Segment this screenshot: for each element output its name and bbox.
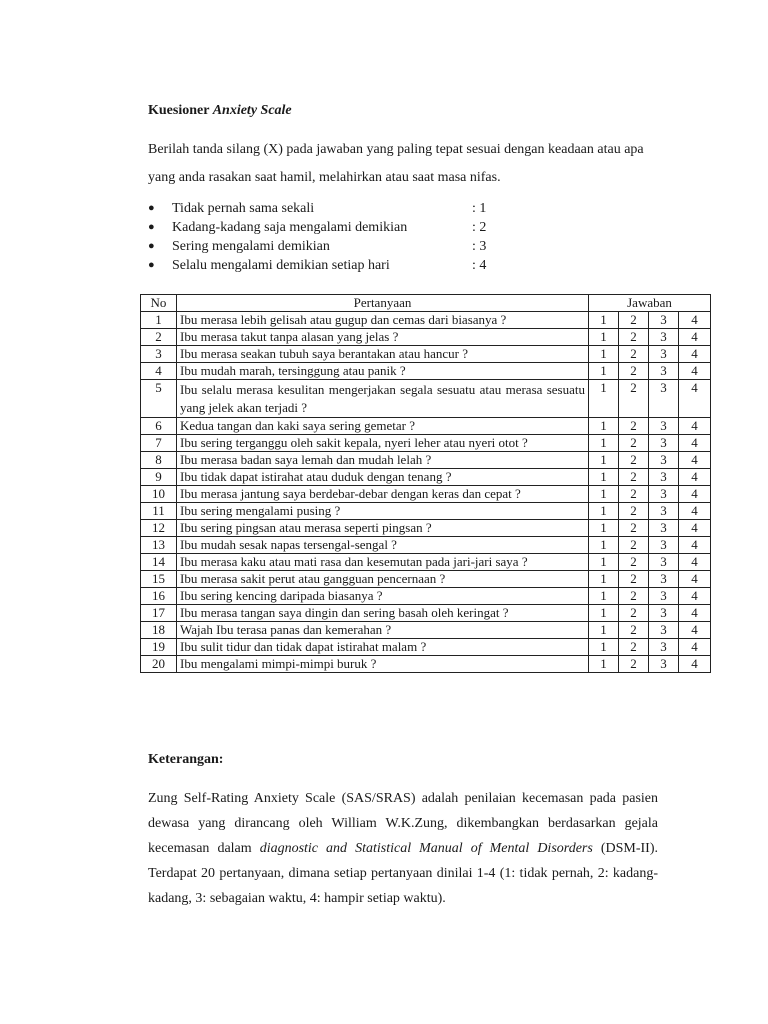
table-row [141, 622, 711, 639]
questionnaire-table [140, 294, 711, 673]
scale-value: : 4 [472, 258, 487, 273]
table-row [141, 469, 711, 486]
question-text: Ibu merasa badan saya lemah dan mudah lelah ? [177, 452, 589, 469]
answer-option-4[interactable]: 4 [679, 380, 711, 418]
answer-option-1[interactable]: 1 [589, 452, 619, 469]
answer-option-2[interactable]: 2 [619, 312, 649, 329]
question-number: 12 [141, 520, 177, 537]
table-row [141, 363, 711, 380]
answer-option-1[interactable]: 1 [589, 656, 619, 673]
scale-item [148, 256, 528, 275]
question-number: 10 [141, 486, 177, 503]
table-row [141, 452, 711, 469]
question-text: Ibu selalu merasa kesulitan mengerjakan segala sesuatu atau merasa sesuatu yang jelek akan terjadi ? [177, 380, 589, 418]
scale-value: : 3 [472, 239, 487, 254]
question-number: 14 [141, 554, 177, 571]
scale-item [148, 199, 528, 218]
answer-option-3[interactable]: 3 [649, 639, 679, 656]
bullet-icon: ● [148, 202, 155, 214]
answer-option-2[interactable]: 2 [619, 639, 649, 656]
answer-option-2[interactable]: 2 [619, 452, 649, 469]
answer-option-4[interactable]: 4 [679, 639, 711, 656]
question-text: Ibu sering terganggu oleh sakit kepala, nyeri leher atau nyeri otot ? [177, 435, 589, 452]
answer-option-4[interactable]: 4 [679, 469, 711, 486]
question-text: Wajah Ibu terasa panas dan kemerahan ? [177, 622, 589, 639]
table-row [141, 571, 711, 588]
answer-option-2[interactable]: 2 [619, 537, 649, 554]
question-number: 16 [141, 588, 177, 605]
header-no: No [141, 295, 177, 312]
notes-text-start: Zung Self-Rating Anxiety Scale (SAS/SRAS) adalah penilaian kecemasan pada pasien dewasa yang dirancang oleh William W.K.Zung, dikembangkan berdasarkan gejala kecemasan dalam [148, 791, 658, 856]
answer-option-3[interactable]: 3 [649, 312, 679, 329]
answer-option-3[interactable]: 3 [649, 520, 679, 537]
answer-option-4[interactable]: 4 [679, 656, 711, 673]
table-row [141, 346, 711, 363]
answer-option-3[interactable]: 3 [649, 656, 679, 673]
question-number: 19 [141, 639, 177, 656]
answer-option-1[interactable]: 1 [589, 520, 619, 537]
question-number: 15 [141, 571, 177, 588]
answer-option-2[interactable]: 2 [619, 346, 649, 363]
answer-option-2[interactable]: 2 [619, 435, 649, 452]
table-row [141, 520, 711, 537]
answer-option-2[interactable]: 2 [619, 656, 649, 673]
scale-label: Selalu mengalami demikian setiap hari [172, 258, 390, 273]
table-row [141, 537, 711, 554]
table-row [141, 656, 711, 673]
table-row [141, 605, 711, 622]
question-number: 8 [141, 452, 177, 469]
answer-option-1[interactable]: 1 [589, 639, 619, 656]
answer-option-1[interactable]: 1 [589, 363, 619, 380]
answer-option-3[interactable]: 3 [649, 469, 679, 486]
answer-option-3[interactable]: 3 [649, 503, 679, 520]
answer-option-3[interactable]: 3 [649, 452, 679, 469]
answer-option-1[interactable]: 1 [589, 537, 619, 554]
table-header-row [141, 295, 711, 312]
table-row [141, 312, 711, 329]
answer-option-3[interactable]: 3 [649, 380, 679, 418]
question-text: Ibu mudah sesak napas tersengal-sengal ? [177, 537, 589, 554]
answer-option-4[interactable]: 4 [679, 554, 711, 571]
answer-option-2[interactable]: 2 [619, 418, 649, 435]
title-italic: Anxiety Scale [212, 103, 292, 118]
question-text: Ibu sering pingsan atau merasa seperti pingsan ? [177, 520, 589, 537]
answer-option-1[interactable]: 1 [589, 554, 619, 571]
table-body [141, 312, 711, 673]
answer-option-1[interactable]: 1 [589, 346, 619, 363]
answer-option-4[interactable]: 4 [679, 588, 711, 605]
table-row [141, 554, 711, 571]
scale-label: Tidak pernah sama sekali [172, 201, 315, 216]
answer-option-2[interactable]: 2 [619, 486, 649, 503]
notes-heading: Keterangan: [148, 752, 224, 767]
table-row [141, 503, 711, 520]
answer-option-1[interactable]: 1 [589, 435, 619, 452]
question-number: 4 [141, 363, 177, 380]
question-text: Ibu merasa sakit perut atau gangguan pencernaan ? [177, 571, 589, 588]
question-text: Ibu mudah marah, tersinggung atau panik ? [177, 363, 589, 380]
question-number: 3 [141, 346, 177, 363]
answer-option-1[interactable]: 1 [589, 486, 619, 503]
answer-option-3[interactable]: 3 [649, 418, 679, 435]
notes-text-end: (DSM-II). Terdapat 20 pertanyaan, dimana setiap pertanyaan dinilai 1-4 (1: tidak pernah, 2: kadang-kadang, 3: sebagaian waktu, 4: hampir setiap waktu). [148, 841, 659, 906]
question-text: Ibu sering kencing daripada biasanya ? [177, 588, 589, 605]
question-number: 11 [141, 503, 177, 520]
answer-option-3[interactable]: 3 [649, 554, 679, 571]
question-number: 13 [141, 537, 177, 554]
bullet-icon: ● [148, 221, 155, 233]
question-number: 20 [141, 656, 177, 673]
answer-option-4[interactable]: 4 [679, 346, 711, 363]
table-row [141, 486, 711, 503]
answer-option-2[interactable]: 2 [619, 554, 649, 571]
question-text: Ibu merasa jantung saya berdebar-debar dengan keras dan cepat ? [177, 486, 589, 503]
scale-item [148, 237, 528, 256]
answer-option-4[interactable]: 4 [679, 520, 711, 537]
answer-option-2[interactable]: 2 [619, 363, 649, 380]
question-number: 1 [141, 312, 177, 329]
question-text: Ibu tidak dapat istirahat atau duduk dengan tenang ? [177, 469, 589, 486]
answer-option-3[interactable]: 3 [649, 346, 679, 363]
answer-option-1[interactable]: 1 [589, 588, 619, 605]
question-text: Ibu sering mengalami pusing ? [177, 503, 589, 520]
title-prefix: Kuesioner [148, 103, 210, 118]
notes-paragraph [148, 786, 658, 911]
answer-option-4[interactable]: 4 [679, 435, 711, 452]
question-number: 5 [141, 380, 177, 418]
answer-option-2[interactable]: 2 [619, 329, 649, 346]
question-text: Ibu merasa tangan saya dingin dan sering basah oleh keringat ? [177, 605, 589, 622]
page-title [148, 103, 292, 119]
table-row [141, 435, 711, 452]
answer-option-4[interactable]: 4 [679, 486, 711, 503]
answer-option-1[interactable]: 1 [589, 469, 619, 486]
answer-option-3[interactable]: 3 [649, 329, 679, 346]
answer-option-1[interactable]: 1 [589, 605, 619, 622]
header-answer: Jawaban [589, 295, 711, 312]
bullet-icon: ● [148, 259, 155, 271]
scale-value: : 1 [472, 201, 487, 216]
question-number: 6 [141, 418, 177, 435]
answer-option-3[interactable]: 3 [649, 605, 679, 622]
answer-option-3[interactable]: 3 [649, 486, 679, 503]
table-row [141, 588, 711, 605]
answer-option-2[interactable]: 2 [619, 605, 649, 622]
scale-legend [148, 199, 528, 275]
scale-value: : 2 [472, 220, 487, 235]
answer-option-4[interactable]: 4 [679, 571, 711, 588]
question-text: Ibu merasa lebih gelisah atau gugup dan cemas dari biasanya ? [177, 312, 589, 329]
table-row [141, 380, 711, 418]
table-row [141, 329, 711, 346]
answer-option-4[interactable]: 4 [679, 605, 711, 622]
notes-text-italic: diagnostic and Statistical Manual of Mental Disorders [259, 841, 593, 856]
table-row [141, 639, 711, 656]
answer-option-4[interactable]: 4 [679, 537, 711, 554]
question-number: 9 [141, 469, 177, 486]
answer-option-2[interactable]: 2 [619, 588, 649, 605]
bullet-icon: ● [148, 240, 155, 252]
instructions-paragraph: Berilah tanda silang (X) pada jawaban yang paling tepat sesuai dengan keadaan atau apa yang anda rasakan saat hamil, melahirkan atau saat masa nifas. [148, 142, 644, 185]
answer-option-2[interactable]: 2 [619, 571, 649, 588]
answer-option-1[interactable]: 1 [589, 571, 619, 588]
question-number: 2 [141, 329, 177, 346]
answer-option-3[interactable]: 3 [649, 622, 679, 639]
answer-option-3[interactable]: 3 [649, 363, 679, 380]
answer-option-1[interactable]: 1 [589, 329, 619, 346]
question-number: 17 [141, 605, 177, 622]
answer-option-4[interactable]: 4 [679, 363, 711, 380]
answer-option-2[interactable]: 2 [619, 380, 649, 418]
answer-option-3[interactable]: 3 [649, 537, 679, 554]
answer-option-2[interactable]: 2 [619, 520, 649, 537]
answer-option-1[interactable]: 1 [589, 503, 619, 520]
question-text: Ibu mengalami mimpi-mimpi buruk ? [177, 656, 589, 673]
answer-option-4[interactable]: 4 [679, 503, 711, 520]
question-text: Ibu merasa kaku atau mati rasa dan kesemutan pada jari-jari saya ? [177, 554, 589, 571]
answer-option-4[interactable]: 4 [679, 312, 711, 329]
answer-option-2[interactable]: 2 [619, 503, 649, 520]
scale-item [148, 218, 528, 237]
header-question: Pertanyaan [177, 295, 589, 312]
question-number: 18 [141, 622, 177, 639]
answer-option-4[interactable]: 4 [679, 452, 711, 469]
answer-option-4[interactable]: 4 [679, 622, 711, 639]
scale-label: Sering mengalami demikian [172, 239, 330, 254]
answer-option-4[interactable]: 4 [679, 418, 711, 435]
answer-option-3[interactable]: 3 [649, 435, 679, 452]
question-text: Ibu sulit tidur dan tidak dapat istirahat malam ? [177, 639, 589, 656]
answer-option-2[interactable]: 2 [619, 622, 649, 639]
answer-option-1[interactable]: 1 [589, 418, 619, 435]
answer-option-1[interactable]: 1 [589, 380, 619, 418]
scale-label: Kadang-kadang saja mengalami demikian [172, 220, 408, 235]
answer-option-1[interactable]: 1 [589, 622, 619, 639]
answer-option-1[interactable]: 1 [589, 312, 619, 329]
question-number: 7 [141, 435, 177, 452]
question-text: Ibu merasa seakan tubuh saya berantakan atau hancur ? [177, 346, 589, 363]
answer-option-2[interactable]: 2 [619, 469, 649, 486]
answer-option-3[interactable]: 3 [649, 571, 679, 588]
table-row [141, 418, 711, 435]
answer-option-3[interactable]: 3 [649, 588, 679, 605]
answer-option-4[interactable]: 4 [679, 329, 711, 346]
question-text: Kedua tangan dan kaki saya sering gemetar ? [177, 418, 589, 435]
question-text: Ibu merasa takut tanpa alasan yang jelas ? [177, 329, 589, 346]
